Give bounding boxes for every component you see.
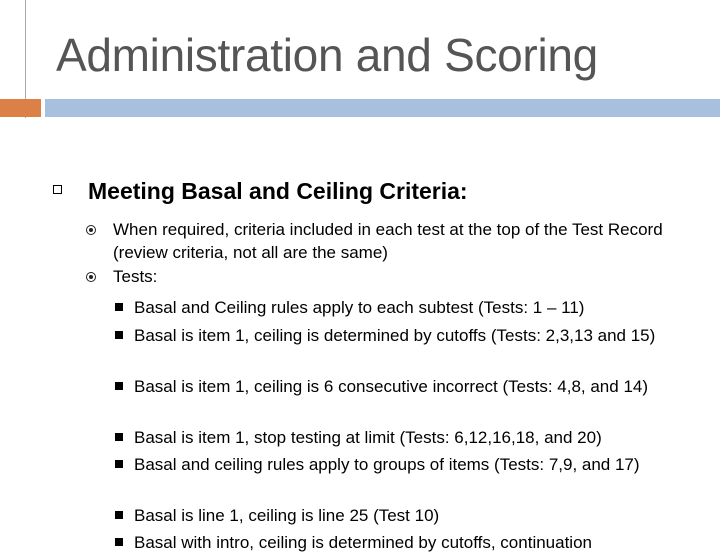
square-bullet-icon bbox=[115, 331, 123, 339]
point-criteria: When required, criteria included in each test at the top of the Test Record (review criteria, not all are the same) bbox=[113, 220, 663, 262]
square-bullet-icon bbox=[115, 382, 123, 390]
point-tests: Tests: bbox=[113, 267, 158, 286]
test-rule-item: Basal is item 1, ceiling is 6 consecutive incorrect (Tests: 4,8, and 14) bbox=[134, 377, 649, 396]
test-rule-item: Basal with intro, ceiling is determined by cutoffs, continuation bbox=[134, 533, 592, 552]
test-rule-item: Basal is item 1, ceiling is determined by cutoffs (Tests: 2,3,13 and 15) bbox=[134, 326, 656, 345]
square-bullet-icon bbox=[115, 460, 123, 468]
test-rule-item: Basal and ceiling rules apply to groups of items (Tests: 7,9, and 17) bbox=[134, 455, 640, 474]
square-bullet-icon bbox=[115, 433, 123, 441]
square-bullet-icon bbox=[115, 303, 123, 311]
section-heading: Meeting Basal and Ceiling Criteria: bbox=[88, 178, 468, 204]
square-bullet-icon bbox=[53, 185, 62, 194]
test-rule-item: Basal is item 1, stop testing at limit (Tests: 6,12,16,18, and 20) bbox=[134, 428, 602, 447]
circle-bullet-icon bbox=[86, 225, 96, 235]
test-rule-item: Basal is line 1, ceiling is line 25 (Test 10) bbox=[134, 506, 440, 525]
slide-title: Administration and Scoring bbox=[56, 29, 598, 81]
accent-bar-blue bbox=[45, 99, 720, 117]
square-bullet-icon bbox=[115, 538, 123, 546]
accent-bar-orange bbox=[0, 99, 41, 117]
square-bullet-icon bbox=[115, 511, 123, 519]
circle-bullet-icon bbox=[86, 272, 96, 282]
test-rule-item: Basal and Ceiling rules apply to each subtest (Tests: 1 – 11) bbox=[134, 298, 585, 317]
